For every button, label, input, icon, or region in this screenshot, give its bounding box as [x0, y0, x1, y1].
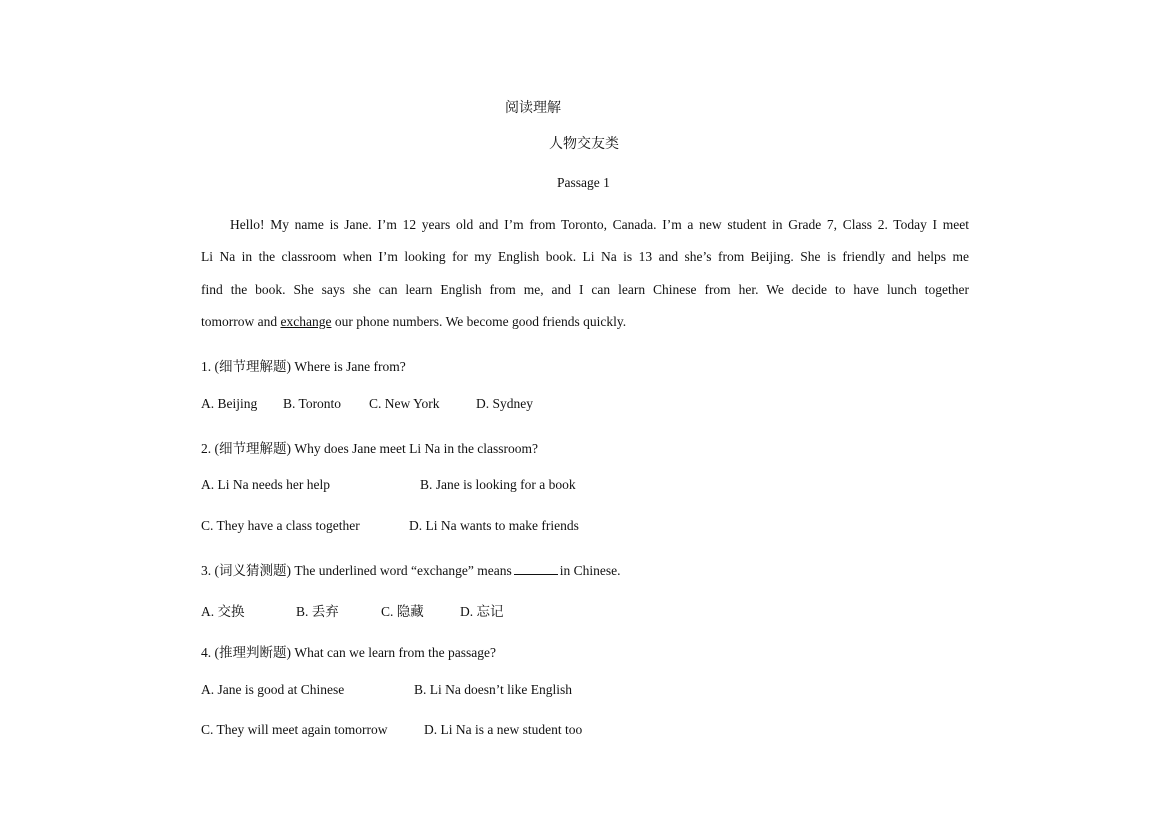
- answer-option: A. Beijing: [201, 396, 258, 411]
- passage-text-segment: tomorrow and: [201, 314, 278, 329]
- answer-option: D. 忘记: [460, 604, 504, 619]
- answer-option: C. They will meet again tomorrow: [201, 722, 388, 737]
- question-stem-text: in Chinese.: [559, 563, 621, 578]
- question-stem: 2. (细节理解题) Why does Jane meet Li Na in the classroom?: [201, 441, 539, 456]
- answer-option: A. Jane is good at Chinese: [201, 682, 345, 697]
- passage-label: Passage 1: [557, 175, 610, 190]
- section-subtitle: 人物交友类: [549, 137, 619, 152]
- answer-option: B. Jane is looking for a book: [420, 477, 576, 492]
- answer-option: A. 交换: [201, 604, 245, 619]
- question-stem: 4. (推理判断题) What can we learn from the passage?: [201, 645, 497, 660]
- answer-option: C. They have a class together: [201, 518, 360, 533]
- answer-option: D. Li Na wants to make friends: [409, 518, 579, 533]
- answer-option: C. New York: [369, 396, 440, 411]
- underlined-word: exchange: [280, 314, 332, 329]
- question-stem: [201, 559, 621, 579]
- answer-option: A. Li Na needs her help: [201, 477, 330, 492]
- answer-option: B. 丢弃: [296, 604, 339, 619]
- answer-option: B. Li Na doesn’t like English: [414, 682, 572, 697]
- answer-option: B. Toronto: [283, 396, 342, 411]
- question-stem-text: 3. (词义猜测题) The underlined word “exchange” means: [201, 563, 512, 578]
- answer-blank: [514, 562, 558, 575]
- passage-line: [201, 314, 969, 330]
- answer-option: D. Sydney: [476, 396, 533, 411]
- answer-option: D. Li Na is a new student too: [424, 722, 583, 737]
- passage-line: find the book. She says she can learn English from me, and I can learn Chinese from her. We decide to have lunch together: [201, 282, 969, 297]
- page-title: 阅读理解: [505, 101, 561, 116]
- question-stem: 1. (细节理解题) Where is Jane from?: [201, 359, 406, 374]
- passage-line: Hello! My name is Jane. I’m 12 years old and I’m from Toronto, Canada. I’m a new student in Grade 7, Class 2. Today I meet: [230, 217, 969, 232]
- passage-text-segment: our phone numbers. We become good friends quickly.: [334, 314, 627, 329]
- passage-line: Li Na in the classroom when I’m looking for my English book. Li Na is 13 and she’s from Beijing. She is friendly and helps me: [201, 249, 969, 264]
- answer-option: C. 隐藏: [381, 604, 424, 619]
